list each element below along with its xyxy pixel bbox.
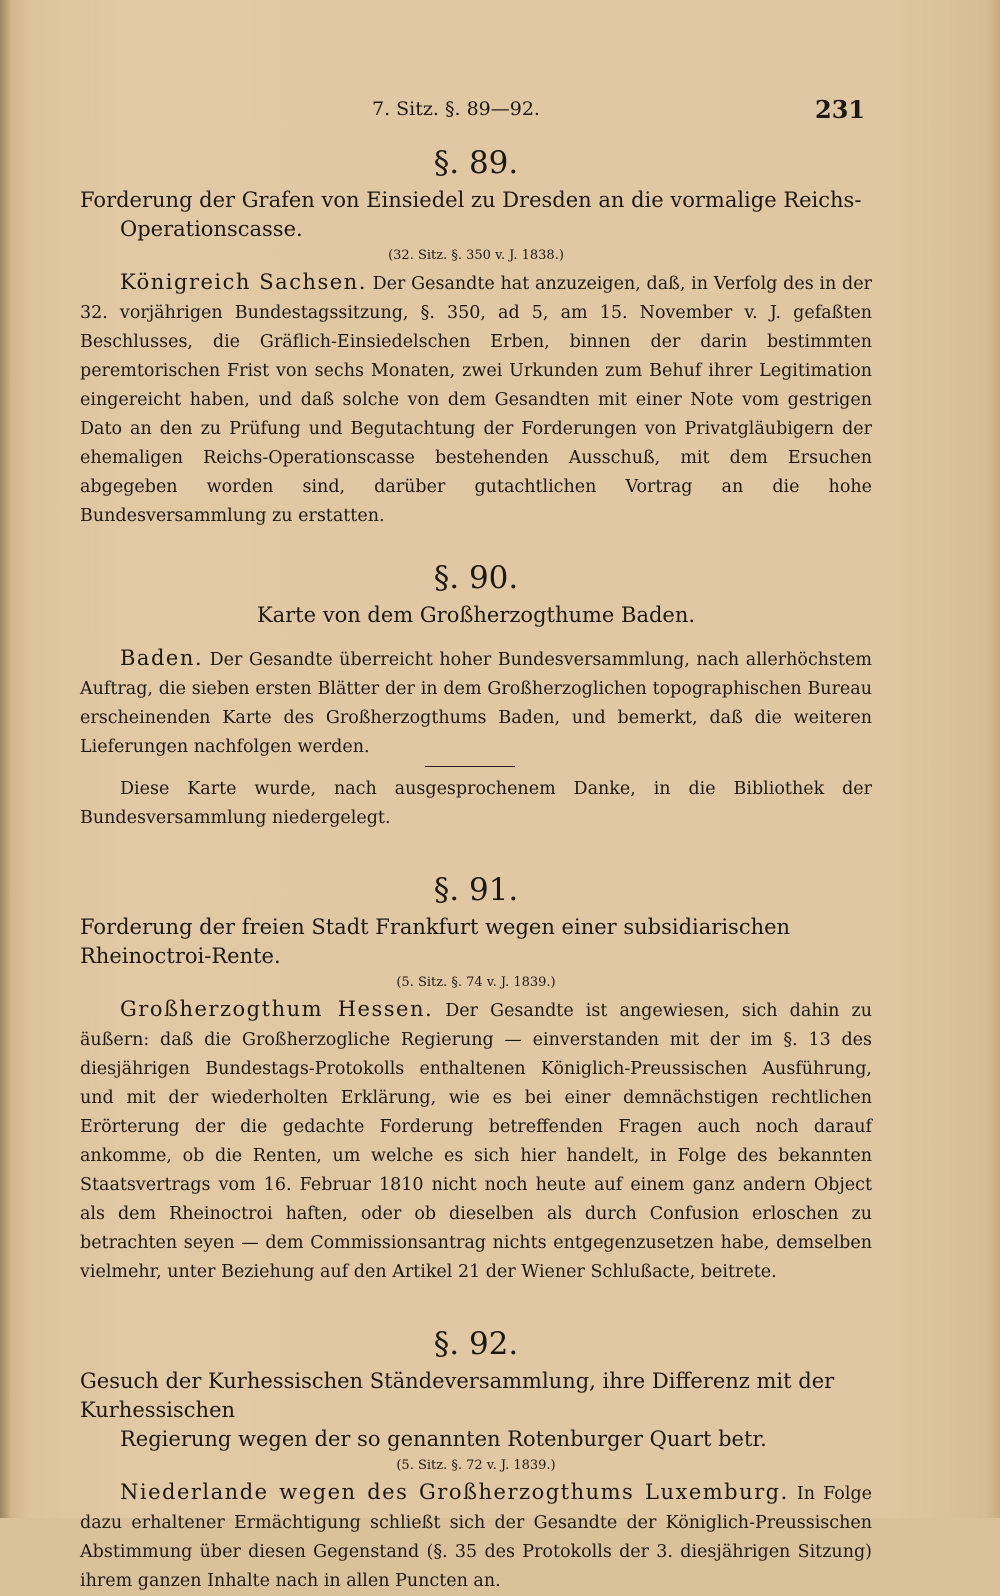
section-title-line: Regierung wegen der so genannten Rotenburger Quart betr. <box>120 1427 767 1451</box>
divider-rule <box>425 766 515 767</box>
section-paragraph <box>80 995 872 1287</box>
paragraph-text: Der Gesandte überreicht hoher Bundesversammlung, nach allerhöchstem Auftrag, die sieben ersten Blätter der in dem Großherzoglichen topographischen Bureau erscheinenden Karte des Großherzogthums Baden, und bemerkt, daß die weiteren Lieferungen nachfolgen werden. <box>80 650 872 757</box>
page-number: 231 <box>815 95 866 124</box>
section-title <box>80 186 872 244</box>
state-name: Niederlande wegen des Großherzogthums Luxemburg. <box>120 1480 789 1504</box>
paragraph-text: In Folge dazu erhaltener Ermächtigung schließt sich der Gesandte der Königlich-Preussischen Abstimmung über diesen Gegenstand (§. 35 des Protokolls der 3. diesjährigen Sitzung) ihrem ganzen Inhalte nach in allen Puncten an. <box>80 1484 872 1591</box>
section-title <box>80 1367 872 1454</box>
page-body <box>80 140 872 1596</box>
section-reference: (5. Sitz. §. 72 v. J. 1839.) <box>396 1458 556 1473</box>
section-heading: §. 91. <box>433 872 519 908</box>
section-title: Karte von dem Großherzogthume Baden. <box>256 603 696 627</box>
section-note: Diese Karte wurde, nach ausgesprochenem Danke, in die Bibliothek der Bundesversammlung niedergelegt. <box>80 779 872 828</box>
page-header <box>0 95 1000 128</box>
paragraph-text: Der Gesandte hat anzuzeigen, daß, in Verfolg des in der 32. vorjährigen Bundestagssitzung, §. 350, ad 5, am 15. November v. J. gefaßten Beschlusses, die Gräflich-Einsiedelschen Erben, binnen der darin bestimmten peremtorischen Frist von sechs Monaten, zwei Urkunden zum Behuf ihrer Legitimation eingereicht haben, und daß solche von dem Gesandten mit einer Note vom gestrigen Dato an den zu Prüfung und Begutachtung der Forderungen von Privatgläubigern der ehemaligen Reichs-Operationscasse bestehenden Ausschuß, mit dem Ersuchen abgegeben worden sind, darüber gutachtlichen Vortrag an die hohe Bundesversammlung zu erstatten. <box>80 274 872 526</box>
section-reference: (5. Sitz. §. 74 v. J. 1839.) <box>396 975 556 990</box>
section-92 <box>80 1325 872 1596</box>
state-name: Großherzogthum Hessen. <box>120 997 434 1021</box>
section-paragraph <box>80 1478 872 1596</box>
section-heading: §. 90. <box>433 560 519 596</box>
section-title: Forderung der freien Stadt Frankfurt wegen einer subsidiarischen Rheinoctroi-Rente. <box>80 915 791 968</box>
section-title-line: Operationscasse. <box>120 217 303 241</box>
section-89 <box>80 144 872 531</box>
paragraph-text: Der Gesandte ist angewiesen, sich dahin zu äußern: daß die Großherzogliche Regierung — einverstanden mit der im §. 13 des diesjährigen Bundestags-Protokolls enthaltenen Königlich-Preussischen Ausführung, und mit der wiederholten Erklärung, wie es bei einer demnächstigen rechtlichen Erörterung der die gedachte Forderung betreffenden Fragen auch noch darauf ankomme, ob die Renten, um welche es sich hier handelt, in Folge des bekannten Staatsvertrags vom 16. Februar 1810 nicht noch heute auf einem ganz andern Object als dem Rheinoctroi haften, oder ob dieselben als durch Confusion erloschen zu betrachten seyen — dem Commissionsantrag nichts entgegenzusetzen habe, demselben vielmehr, unter Beziehung auf den Artikel 21 der Wiener Schlußacte, beitrete. <box>80 1001 872 1282</box>
section-paragraph <box>80 644 872 762</box>
section-reference: (32. Sitz. §. 350 v. J. 1838.) <box>388 248 564 263</box>
section-title-line: Gesuch der Kurhessischen Ständeversammlung, ihre Differenz mit der Kurhessischen <box>80 1369 835 1422</box>
section-heading: §. 89. <box>433 145 519 181</box>
section-paragraph <box>80 268 872 531</box>
state-name: Königreich Sachsen. <box>120 270 367 294</box>
section-90 <box>80 559 872 833</box>
section-91 <box>80 871 872 1287</box>
running-head: 7. Sitz. §. 89—92. <box>372 98 540 120</box>
state-name: Baden. <box>120 646 204 670</box>
book-spine-edge <box>0 0 10 1518</box>
section-title-line: Forderung der Grafen von Einsiedel zu Dresden an die vormalige Reichs- <box>80 188 862 212</box>
section-heading: §. 92. <box>433 1326 519 1362</box>
